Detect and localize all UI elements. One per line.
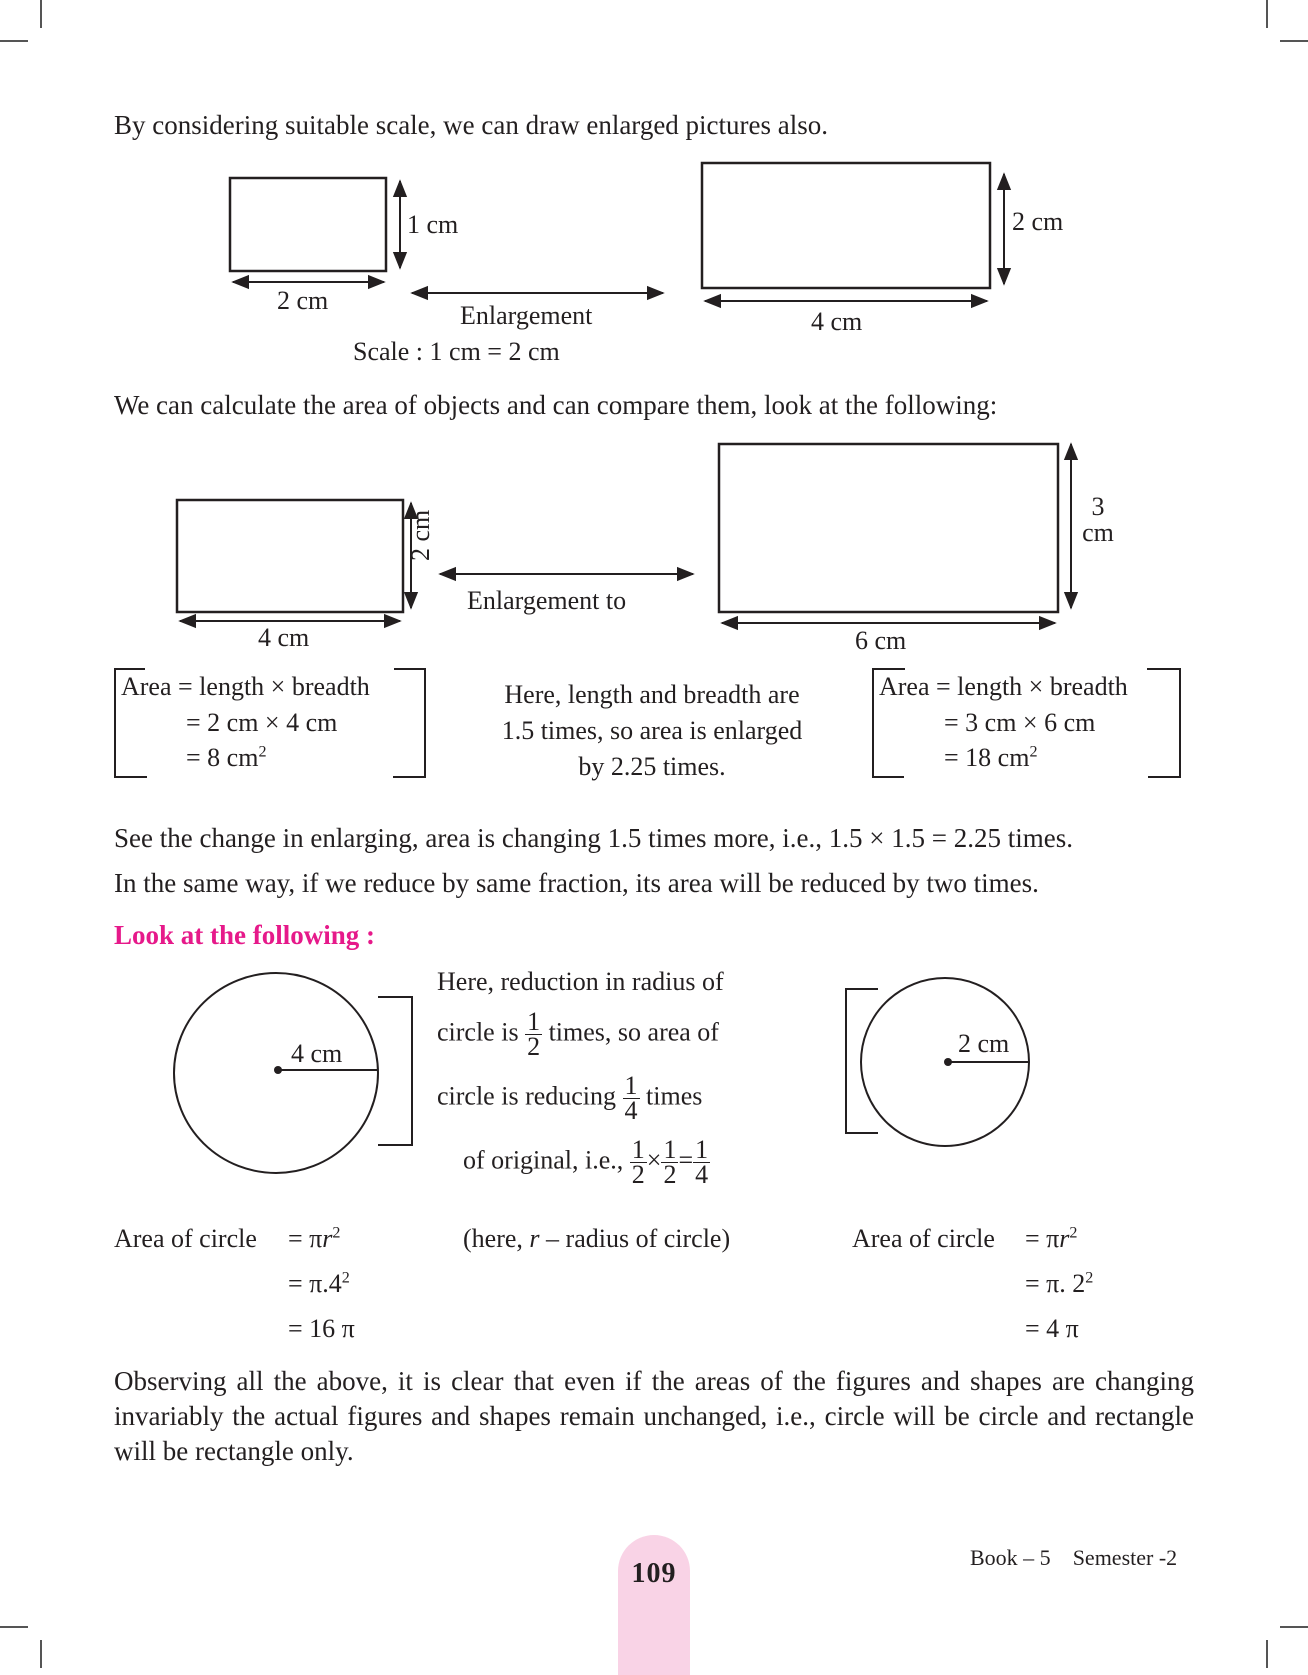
look-heading: Look at the following : (114, 920, 376, 950)
right-area-substitution: = 3 cm × 6 cm (944, 708, 1096, 737)
fig1-enlargement-label: Enlargement (460, 301, 593, 330)
middle-note (452, 677, 852, 785)
right-circle-area-eq1 (1025, 1222, 1077, 1256)
footer-book: Book – 5 (970, 1545, 1051, 1570)
eq-prefix: = π (288, 1224, 323, 1253)
fraction-denominator: 4 (695, 1160, 709, 1189)
radius-note-suffix: – radius of circle) (546, 1224, 731, 1253)
fig2-large-height-label (1078, 494, 1118, 546)
fraction-denominator: 4 (624, 1096, 638, 1125)
change-para-line1: See the change in enlarging, area is changing 1.5 times more, i.e., 1.5 × 1.5 = 2.25 times. (114, 823, 1073, 853)
eq-exponent: 2 (1085, 1269, 1094, 1287)
fig2-large-height-number: 3 (1091, 492, 1105, 521)
fraction-denominator: 2 (663, 1160, 677, 1189)
compare-sentence: We can calculate the area of objects and can compare them, look at the following: (114, 390, 998, 420)
eq-prefix: = π.4 (288, 1269, 342, 1298)
eq-variable: r (322, 1224, 333, 1253)
right-circle-area-eq3: = 4 π (1025, 1314, 1079, 1343)
explanation-line2 (437, 1007, 719, 1061)
fig1-small-height-label: 1 cm (407, 210, 459, 239)
times-symbol: × (646, 1145, 662, 1175)
eq-prefix: = π. 2 (1025, 1269, 1086, 1298)
fraction-numerator: 1 (527, 1007, 541, 1036)
conclusion-paragraph: Observing all the above, it is clear that even if the areas of the figures and shapes are changing invariably the actual figures and shapes remain unchanged, i.e., circle will be circle and rectangle will be rectangle only. (114, 1366, 1194, 1466)
fraction-denominator: 2 (631, 1160, 645, 1189)
footer-semester: Semester -2 (1072, 1545, 1178, 1570)
left-area-result-value: = 8 cm (186, 743, 259, 772)
intro-sentence: By considering suitable scale, we can draw enlarged pictures also. (114, 110, 829, 140)
right-area-result (944, 741, 1038, 775)
right-circle-area-eq2 (1025, 1267, 1093, 1301)
page-number: 109 (631, 1558, 677, 1589)
radius-note-variable: r (529, 1224, 540, 1253)
eq-prefix: = π (1025, 1224, 1060, 1253)
left-circle-area-eq2 (288, 1267, 350, 1301)
left-circle-area-eq1 (288, 1222, 340, 1256)
fraction-denominator: 2 (527, 1032, 541, 1061)
eq-exponent: 2 (341, 1269, 350, 1287)
eq-variable: r (1059, 1224, 1070, 1253)
explanation-line4 (463, 1135, 710, 1189)
right-area-result-value: = 18 cm (944, 743, 1030, 772)
left-area-result (186, 741, 267, 775)
fig2-large-width-label: 6 cm (855, 626, 907, 655)
small-rectangle (230, 178, 386, 271)
change-para-line2: In the same way, if we reduce by same fraction, its area will be reduced by two times. (114, 868, 1039, 898)
fraction-numerator: 1 (695, 1135, 709, 1164)
left-circle-radius-label: 4 cm (291, 1039, 343, 1068)
radius-note-prefix: (here, (463, 1224, 523, 1253)
fraction-numerator: 1 (631, 1135, 645, 1164)
radius-note (463, 1222, 730, 1256)
explanation-line3-prefix: circle is reducing (437, 1081, 617, 1111)
fig2-small-height-label: 2 cm (406, 509, 435, 561)
fig2-large-height-unit: cm (1082, 518, 1114, 547)
left-area-substitution: = 2 cm × 4 cm (186, 708, 338, 737)
right-circle-area-label: Area of circle (852, 1224, 995, 1253)
right-area-formula: Area = length × breadth (879, 672, 1128, 701)
fig1-large-height-label: 2 cm (1012, 207, 1064, 236)
eq-exponent: 2 (1069, 1224, 1078, 1242)
left-circle-area-eq3: = 16 π (288, 1314, 355, 1343)
left-area-result-exponent: 2 (258, 743, 267, 761)
fraction-half (630, 1135, 647, 1189)
equals-symbol: = (678, 1145, 694, 1175)
right-area-result-exponent: 2 (1029, 743, 1038, 761)
right-circle-radius-label: 2 cm (958, 1029, 1010, 1058)
explanation-line2-prefix: circle is (437, 1017, 519, 1047)
footer-book-info (970, 1545, 1177, 1571)
explanation-line3-suffix: times (646, 1081, 703, 1111)
fraction-half (525, 1007, 542, 1061)
middle-note-line3: by 2.25 times. (578, 752, 726, 781)
left-area-formula: Area = length × breadth (121, 672, 370, 701)
fig2-small-width-label: 4 cm (258, 623, 310, 652)
explanation-line3 (437, 1071, 703, 1125)
fraction-quarter (693, 1135, 710, 1189)
fig1-scale-label: Scale : 1 cm = 2 cm (353, 337, 560, 366)
explanation-line4-prefix: of original, i.e., (463, 1145, 624, 1175)
fig2-enlargement-label: Enlargement to (467, 586, 627, 615)
fraction-numerator: 1 (663, 1135, 677, 1164)
middle-note-line1: Here, length and breadth are (504, 680, 800, 709)
explanation-line2-suffix: times, so area of (548, 1017, 719, 1047)
fig1-small-width-label: 2 cm (277, 286, 329, 315)
middle-note-line2: 1.5 times, so area is enlarged (501, 716, 803, 745)
explanation-line1: Here, reduction in radius of (437, 967, 724, 996)
fig1-large-width-label: 4 cm (811, 307, 863, 336)
fraction-quarter (623, 1071, 640, 1125)
page-number-tab (618, 1535, 690, 1675)
large-rectangle (702, 163, 990, 288)
fraction-numerator: 1 (624, 1071, 638, 1100)
left-circle-area-label: Area of circle (114, 1224, 257, 1253)
fraction-half (661, 1135, 678, 1189)
eq-exponent: 2 (332, 1224, 341, 1242)
